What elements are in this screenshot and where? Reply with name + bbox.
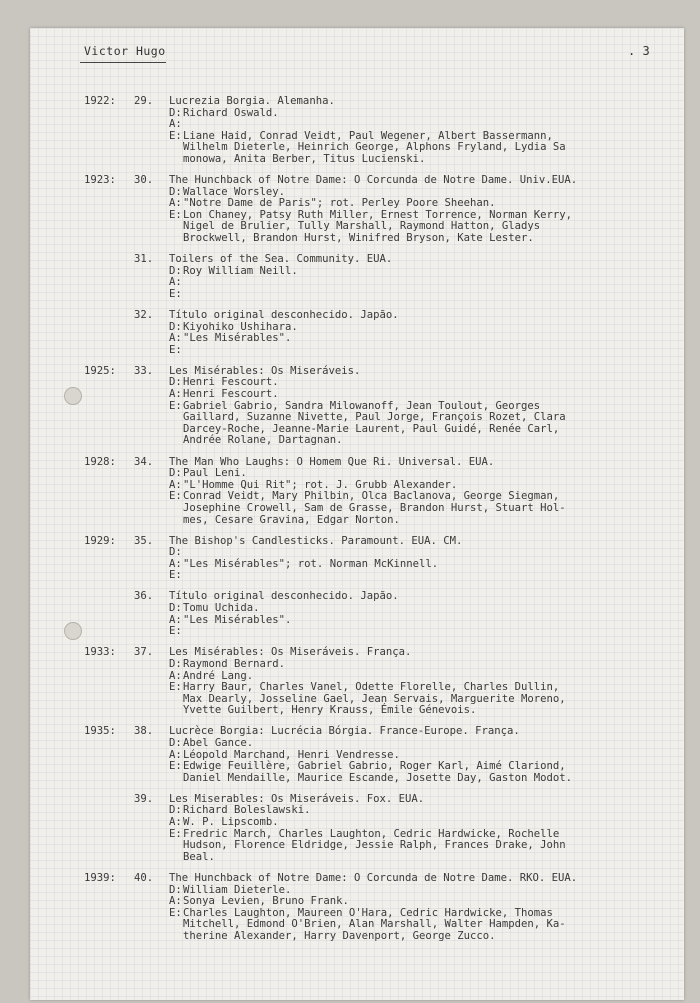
role-line-e (169, 401, 664, 447)
entry-year: 1923: (84, 174, 116, 187)
adaptation-text: "Notre Dame de Paris"; rot. Perley Poore Sheehan. (183, 197, 496, 210)
entry-year: 1928: (84, 455, 116, 468)
role-line-e (169, 682, 664, 717)
film-entry (84, 96, 664, 166)
entry-title: Les Misérables: Os Miseráveis. França. (169, 646, 412, 659)
role-line-d (169, 659, 664, 671)
director-text: Wallace Worsley. (183, 185, 286, 198)
role-line-a (169, 817, 664, 829)
film-entry (84, 254, 664, 300)
adaptation-text: André Lang. (183, 669, 254, 682)
role-line-e (169, 908, 664, 943)
entry-number: 31. (134, 253, 154, 266)
role-key: D: (169, 883, 182, 896)
adaptation-text: Sonya Levien, Bruno Frank. (183, 895, 349, 908)
role-key: A: (169, 332, 182, 345)
role-key: E: (169, 569, 182, 582)
punch-hole-bottom (64, 622, 82, 640)
film-entry (84, 591, 664, 637)
role-line-e (169, 570, 664, 582)
role-line-e (169, 131, 664, 166)
entry-number: 38. (134, 725, 154, 738)
director-text: Roy William Neill. (183, 264, 298, 277)
adaptation-text: W. P. Lipscomb. (183, 816, 279, 829)
cast-text: Edwige Feuillère, Gabriel Gabrio, Roger Karl, Aimé Clariond, Daniel Mendaille, Maurice Escande, Josette Day, Gaston Modot. (183, 760, 573, 784)
entry-number: 39. (134, 792, 154, 805)
director-text: William Dieterle. (183, 883, 292, 896)
adaptation-text: "L'Homme Qui Rit"; rot. J. Grubb Alexander. (183, 478, 458, 491)
entry-number: 29. (134, 95, 154, 107)
entry-number: 35. (134, 534, 154, 547)
entry-number: 40. (134, 871, 154, 884)
role-line-a (169, 615, 664, 627)
role-line-e (169, 829, 664, 864)
film-entry (84, 536, 664, 582)
role-line-d (169, 266, 664, 278)
role-key: E: (169, 129, 182, 142)
film-entry (84, 175, 664, 245)
film-entry (84, 873, 664, 943)
role-line-e (169, 289, 664, 301)
role-key: D: (169, 264, 182, 277)
entry-year: 1922: (84, 95, 116, 107)
role-key: D: (169, 546, 182, 559)
role-key: D: (169, 467, 182, 480)
role-key: A: (169, 895, 182, 908)
director-text: Richard Oswald. (183, 106, 279, 119)
role-key: A: (169, 118, 182, 131)
role-line-a (169, 896, 664, 908)
entry-title: Lucrezia Borgia. Alemanha. (169, 95, 335, 107)
cast-text: Liane Haid, Conrad Veidt, Paul Wegener, Albert Bassermann, Wilhelm Dieterle, Heinrich George, Alphons Fryland, Lydia Sa monowa, Anita Berber, Titus Lucienski. (183, 129, 566, 165)
page-number: . 3 (628, 44, 650, 58)
role-key: E: (169, 827, 182, 840)
role-line-a (169, 277, 664, 289)
role-key: E: (169, 760, 182, 773)
cast-text: Charles Laughton, Maureen O'Hara, Cedric Hardwicke, Thomas Mitchell, Edmond O'Brien, Alan Marshall, Walter Hampden, Ka- therine Alexander, Harry Davenport, George Zucco. (183, 906, 566, 942)
director-text: Paul Leni. (183, 467, 247, 480)
header-author: Victor Hugo (84, 44, 166, 58)
role-key: D: (169, 106, 182, 119)
role-key: D: (169, 602, 182, 615)
entry-title: The Bishop's Candlesticks. Paramount. EUA. CM. (169, 534, 463, 547)
entry-number: 30. (134, 174, 154, 187)
director-text: Kiyohiko Ushihara. (183, 320, 298, 333)
role-line-d (169, 108, 664, 120)
role-key: A: (169, 557, 182, 570)
role-line-d (169, 738, 664, 750)
role-key: A: (169, 613, 182, 626)
entry-year: 1929: (84, 534, 116, 547)
director-text: Raymond Bernard. (183, 657, 286, 670)
cast-text: Gabriel Gabrio, Sandra Milowanoff, Jean Toulout, Georges Gaillard, Suzanne Nivette, Paul Jorge, François Rozet, Clara Darcey-Roche, Jeanne-Marie Laurent, Paul Guidé, Renée Carl, Andrée Rolane, Dartagnan. (183, 399, 566, 447)
entry-title: Toilers of the Sea. Community. EUA. (169, 253, 393, 266)
role-key: E: (169, 625, 182, 638)
role-key: E: (169, 906, 182, 919)
role-line-e (169, 491, 664, 526)
entry-title: The Hunchback of Notre Dame: O Corcunda de Notre Dame. RKO. EUA. (169, 871, 578, 884)
entry-title: Título original desconhecido. Japão. (169, 590, 399, 603)
role-key: E: (169, 490, 182, 503)
punch-hole-top (64, 387, 82, 405)
role-key: D: (169, 185, 182, 198)
entry-number: 32. (134, 309, 154, 321)
director-text: Abel Gance. (183, 737, 254, 749)
cast-text: Harry Baur, Charles Vanel, Odette Florelle, Charles Dullin, Max Dearly, Josseline Gael, Jean Servais, Marguerite Moreno, Yvette Guilbert, Henry Krauss, Émile Génevois. (183, 681, 566, 717)
entry-title: Les Misérables: Os Miseráveis. (169, 364, 361, 377)
role-line-a (169, 389, 664, 401)
role-line-e (169, 626, 664, 638)
filmography-list (84, 96, 664, 952)
role-key: A: (169, 276, 182, 289)
role-line-e (169, 345, 664, 357)
film-entry (84, 457, 664, 527)
entry-year: 1935: (84, 725, 116, 738)
role-line-d (169, 468, 664, 480)
entry-number: 33. (134, 364, 154, 377)
role-line-e (169, 761, 664, 784)
role-line-e (169, 210, 664, 245)
role-line-a (169, 559, 664, 571)
header-underline (80, 62, 166, 63)
role-key: A: (169, 478, 182, 491)
role-key: A: (169, 197, 182, 210)
entry-year: 1933: (84, 646, 116, 659)
entry-number: 37. (134, 646, 154, 659)
film-entry (84, 726, 664, 784)
role-key: D: (169, 376, 182, 389)
adaptation-text: Henri Fescourt. (183, 388, 279, 401)
film-entry (84, 366, 664, 447)
adaptation-text: Léopold Marchand, Henri Vendresse. (183, 748, 400, 761)
cast-text: Fredric March, Charles Laughton, Cedric Hardwicke, Rochelle Hudson, Florence Eldridge, Jessie Ralph, Frances Drake, John Beal. (183, 827, 566, 863)
role-key: E: (169, 681, 182, 694)
role-key: A: (169, 388, 182, 401)
role-key: D: (169, 320, 182, 333)
role-key: D: (169, 657, 182, 670)
cast-text: Lon Chaney, Patsy Ruth Miller, Ernest Torrence, Norman Kerry, Nigel de Brulier, Tully Marshall, Raymond Hatton, Gladys Brockwell, Brandon Hurst, Winifred Bryson, Kate Lester. (183, 208, 573, 245)
entry-title: The Hunchback of Notre Dame: O Corcunda de Notre Dame. Univ.EUA. (169, 174, 578, 187)
film-entry (84, 310, 664, 356)
role-line-d (169, 603, 664, 615)
entry-title: Les Miserables: Os Miseráveis. Fox. EUA. (169, 792, 425, 805)
director-text: Tomu Uchida. (183, 602, 260, 615)
role-key: A: (169, 816, 182, 829)
director-text: Richard Boleslawski. (183, 804, 311, 817)
role-key: E: (169, 208, 182, 221)
role-line-a (169, 333, 664, 345)
film-entry (84, 647, 664, 717)
adaptation-text: "Les Misérables". (183, 332, 292, 345)
adaptation-text: "Les Misérables". (183, 613, 292, 626)
role-key: D: (169, 804, 182, 817)
entry-year: 1925: (84, 364, 116, 377)
entry-title: Lucrèce Borgia: Lucrécia Bórgia. France-Europe. França. (169, 725, 520, 738)
entry-year: 1939: (84, 871, 116, 884)
entry-number: 34. (134, 455, 154, 468)
role-key: E: (169, 343, 182, 356)
director-text: Henri Fescourt. (183, 376, 279, 389)
entry-title: Título original desconhecido. Japão. (169, 309, 399, 321)
role-key: A: (169, 669, 182, 682)
role-key: D: (169, 737, 182, 749)
entry-number: 36. (134, 590, 154, 603)
cast-text: Conrad Veidt, Mary Philbin, Olca Baclanova, George Siegman, Josephine Crowell, Sam de Grasse, Brandon Hurst, Stuart Hol- mes, Cesare Gravina, Edgar Norton. (183, 490, 566, 526)
entry-title: The Man Who Laughs: O Homem Que Ri. Universal. EUA. (169, 455, 495, 468)
adaptation-text: "Les Misérables"; rot. Norman McKinnell. (183, 557, 439, 570)
role-key: E: (169, 287, 182, 300)
role-key: E: (169, 399, 182, 412)
role-key: A: (169, 748, 182, 761)
film-entry (84, 794, 664, 864)
